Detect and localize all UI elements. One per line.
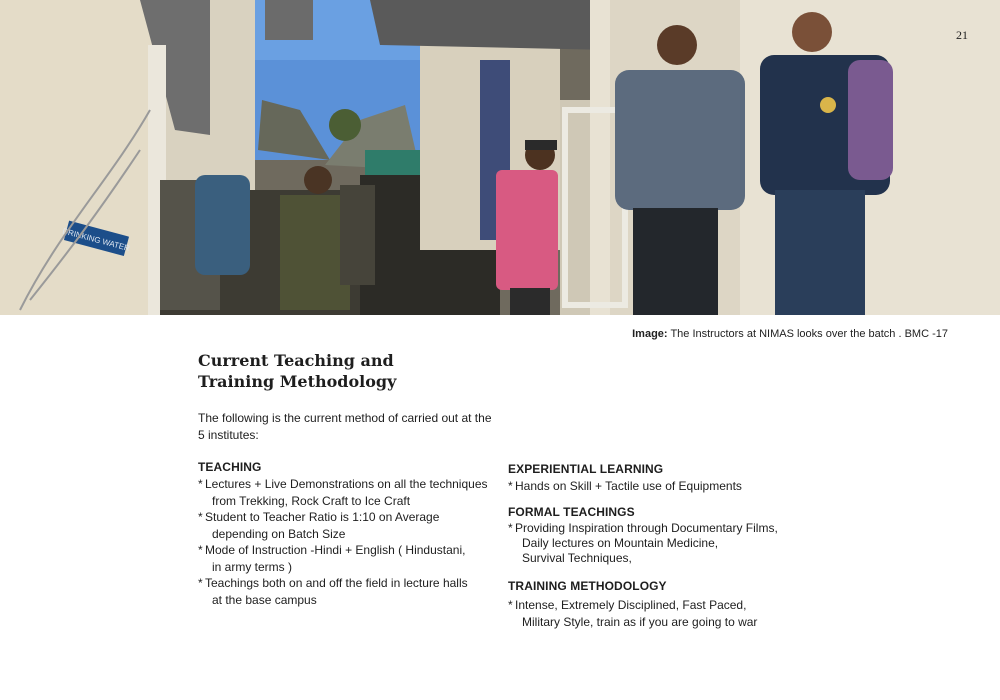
header-photo (0, 0, 1000, 315)
caption-text: The Instructors at NIMAS looks over the batch . BMC -17 (670, 328, 948, 340)
teaching-section (198, 460, 498, 608)
training-list (508, 597, 808, 631)
experiential-learning-section (508, 462, 808, 495)
list-item: * Intense, Extremely Disciplined, Fast Paced, Military Style, train as if you are going to war (508, 598, 758, 629)
list-item: * Mode of Instruction -Hindi + English ( Hindustani, in army terms ) (198, 543, 466, 574)
formal-heading: FORMAL TEACHINGS (508, 505, 635, 519)
title-line-1: Current Teaching and (198, 351, 394, 370)
training-heading: TRAINING METHODOLOGY (508, 579, 667, 593)
image-caption (632, 328, 948, 340)
experiential-heading: EXPERIENTIAL LEARNING (508, 462, 664, 476)
teaching-list (198, 476, 498, 608)
photo-illustration (0, 0, 1000, 315)
bullet-icon: * (198, 543, 203, 557)
bullet-icon: * (508, 598, 513, 612)
caption-label: Image: (632, 328, 668, 340)
intro-paragraph: The following is the current method of carried out at the 5 institutes: (198, 411, 492, 442)
page-number: 21 (956, 28, 968, 42)
list-item: * Providing Inspiration through Documentary Films, Daily lectures on Mountain Medicine, Survival Techniques, (508, 521, 778, 565)
sign-text: DRINKING WATER (61, 226, 131, 254)
bullet-icon: * (198, 576, 203, 590)
bullet-icon: * (508, 521, 513, 535)
list-item: * Lectures + Live Demonstrations on all the techniques from Trekking, Rock Craft to Ice Craft (198, 477, 488, 508)
formal-teachings-section (508, 505, 808, 566)
bullet-icon: * (508, 479, 513, 493)
list-item: * Student to Teacher Ratio is 1:10 on Average depending on Batch Size (198, 510, 440, 541)
list-item: * Hands on Skill + Tactile use of Equipments (508, 479, 742, 493)
bullet-icon: * (198, 510, 203, 524)
list-item: * Teachings both on and off the field in lecture halls at the base campus (198, 576, 468, 607)
formal-list (508, 521, 808, 566)
title-line-2: Training Methodology (198, 372, 397, 391)
section-title (198, 350, 498, 392)
experiential-list (508, 478, 808, 495)
teaching-heading: TEACHING (198, 460, 262, 474)
bullet-icon: * (198, 477, 203, 491)
training-methodology-section (508, 579, 808, 631)
